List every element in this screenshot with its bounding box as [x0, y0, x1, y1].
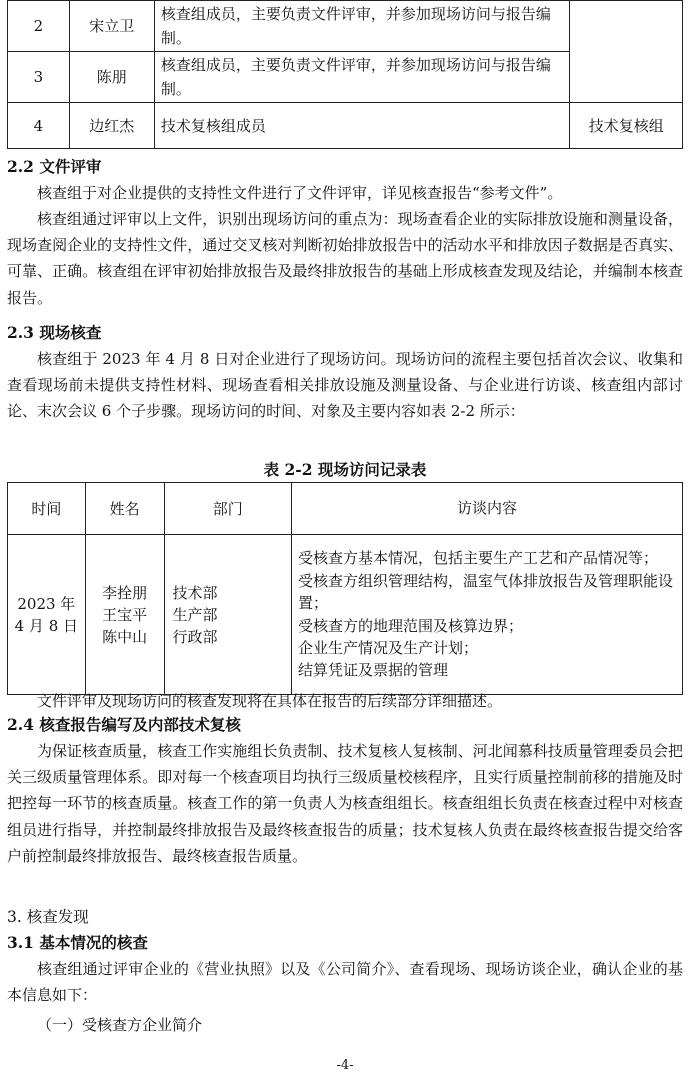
- section-heading-3: 3. 核查发现: [7, 908, 89, 926]
- row-number: 4: [8, 103, 70, 149]
- member-name: 边红杰: [69, 103, 154, 149]
- paragraph: （一）受核查方企业简介: [37, 1016, 203, 1034]
- row-number: 2: [8, 1, 70, 52]
- department: 技术部: [172, 583, 218, 602]
- member-group: [570, 1, 683, 103]
- section-heading-2-4: 2.4 核查报告编写及内部技术复核: [7, 715, 241, 734]
- header-content: 访谈内容: [291, 483, 682, 535]
- visit-names: [85, 535, 164, 695]
- paragraph: 核查组通过评审企业的《营业执照》以及《公司简介》、查看现场、现场访谈企业，确认企业的基本信息如下：: [7, 960, 683, 1005]
- paragraph: 核查组于对企业提供的支持性文件进行了文件评审，详见核查报告“参考文件”。: [37, 184, 563, 202]
- table-row: [8, 103, 683, 149]
- section-heading-3-1: 3.1 基本情况的核查: [7, 933, 148, 952]
- table-row: [8, 535, 683, 695]
- paragraph: 为保证核查质量，核查工作实施组长负责制、技术复核人复核制、河北闻慕科技质量管理委员会把关三级质量管理体系。即对每一个核查项目均执行三级质量校核程序，且实行质量控制前移的措施及时把控每一环节的核查质量。核查工作的第一负责人为核查组组长。核查组组长负责在核查过程中对核查组员进行指导，并控制最终排放报告及最终核查报告的质量；技术复核人负责在最终核查报告提交给客户前控制最终排放报告、最终核查报告质量。: [7, 742, 683, 865]
- content-item: 企业生产情况及生产计划；: [297, 638, 478, 657]
- page-number: -4-: [336, 1058, 354, 1073]
- member-name: 宋立卫: [69, 1, 154, 52]
- paragraph: 核查组于 2023 年 4 月 8 日对企业进行了现场访问。现场访问的流程主要包括首次会议、收集和查看现场前未提供支持性材料、现场查看相关排放设施及测量设备、与企业进行访谈、核查组内部讨论、末次会议 6 个子步骤。现场访问的时间、对象及主要内容如表 2-2 所示：: [7, 350, 683, 421]
- visit-date: 4 月 8 日: [14, 616, 79, 635]
- member-duty: 技术复核组成员: [154, 103, 570, 149]
- visit-depts: [164, 535, 291, 695]
- visit-contents: [291, 535, 682, 695]
- department: 行政部: [172, 627, 218, 646]
- table-caption: 表 2-2 现场访问记录表: [263, 460, 427, 479]
- department: 生产部: [172, 605, 218, 624]
- person-name: 李拴朋: [102, 583, 148, 602]
- member-duty: 核查组成员，主要负责文件评审，并参加现场访问与报告编制。: [154, 52, 570, 103]
- header-name: 姓名: [85, 483, 164, 535]
- table-header-row: [8, 483, 683, 535]
- member-name: 陈朋: [69, 52, 154, 103]
- member-group: 技术复核组: [570, 103, 683, 149]
- header-time: 时间: [8, 483, 86, 535]
- content-item: 受核查方基本情况，包括主要生产工艺和产品情况等；: [297, 549, 658, 568]
- paragraph: 核查组通过评审以上文件，识别出现场访问的重点为：现场查看企业的实际排放设施和测量设备，现场查阅企业的支持性文件，通过交叉核对判断初始排放报告中的活动水平和排放因子数据是否真实、可靠、正确。核查组在评审初始排放报告及最终排放报告的基础上形成核查发现及结论，并编制本核查报告。: [7, 210, 683, 307]
- content-item: 受核查方的地理范围及核算边界；: [297, 616, 523, 635]
- row-number: 3: [8, 52, 70, 103]
- section-heading-2-2: 2.2 文件评审: [7, 157, 102, 176]
- content-item: 受核查方组织管理结构，温室气体排放报告及管理职能设置；: [297, 571, 673, 613]
- paragraph: 文件评审及现场访问的核查发现将在具体在报告的后续部分详细描述。: [37, 692, 503, 710]
- person-name: 王宝平: [102, 605, 148, 624]
- team-table: [7, 0, 683, 149]
- table-row: [8, 1, 683, 52]
- content-item: 结算凭证及票据的管理: [297, 661, 448, 680]
- person-name: 陈中山: [102, 627, 148, 646]
- visit-record-table: [7, 482, 683, 695]
- member-duty: 核查组成员，主要负责文件评审，并参加现场访问与报告编制。: [154, 1, 570, 52]
- section-heading-2-3: 2.3 现场核查: [7, 323, 102, 342]
- visit-year: 2023 年: [17, 594, 76, 613]
- visit-time: [8, 535, 86, 695]
- header-dept: 部门: [164, 483, 291, 535]
